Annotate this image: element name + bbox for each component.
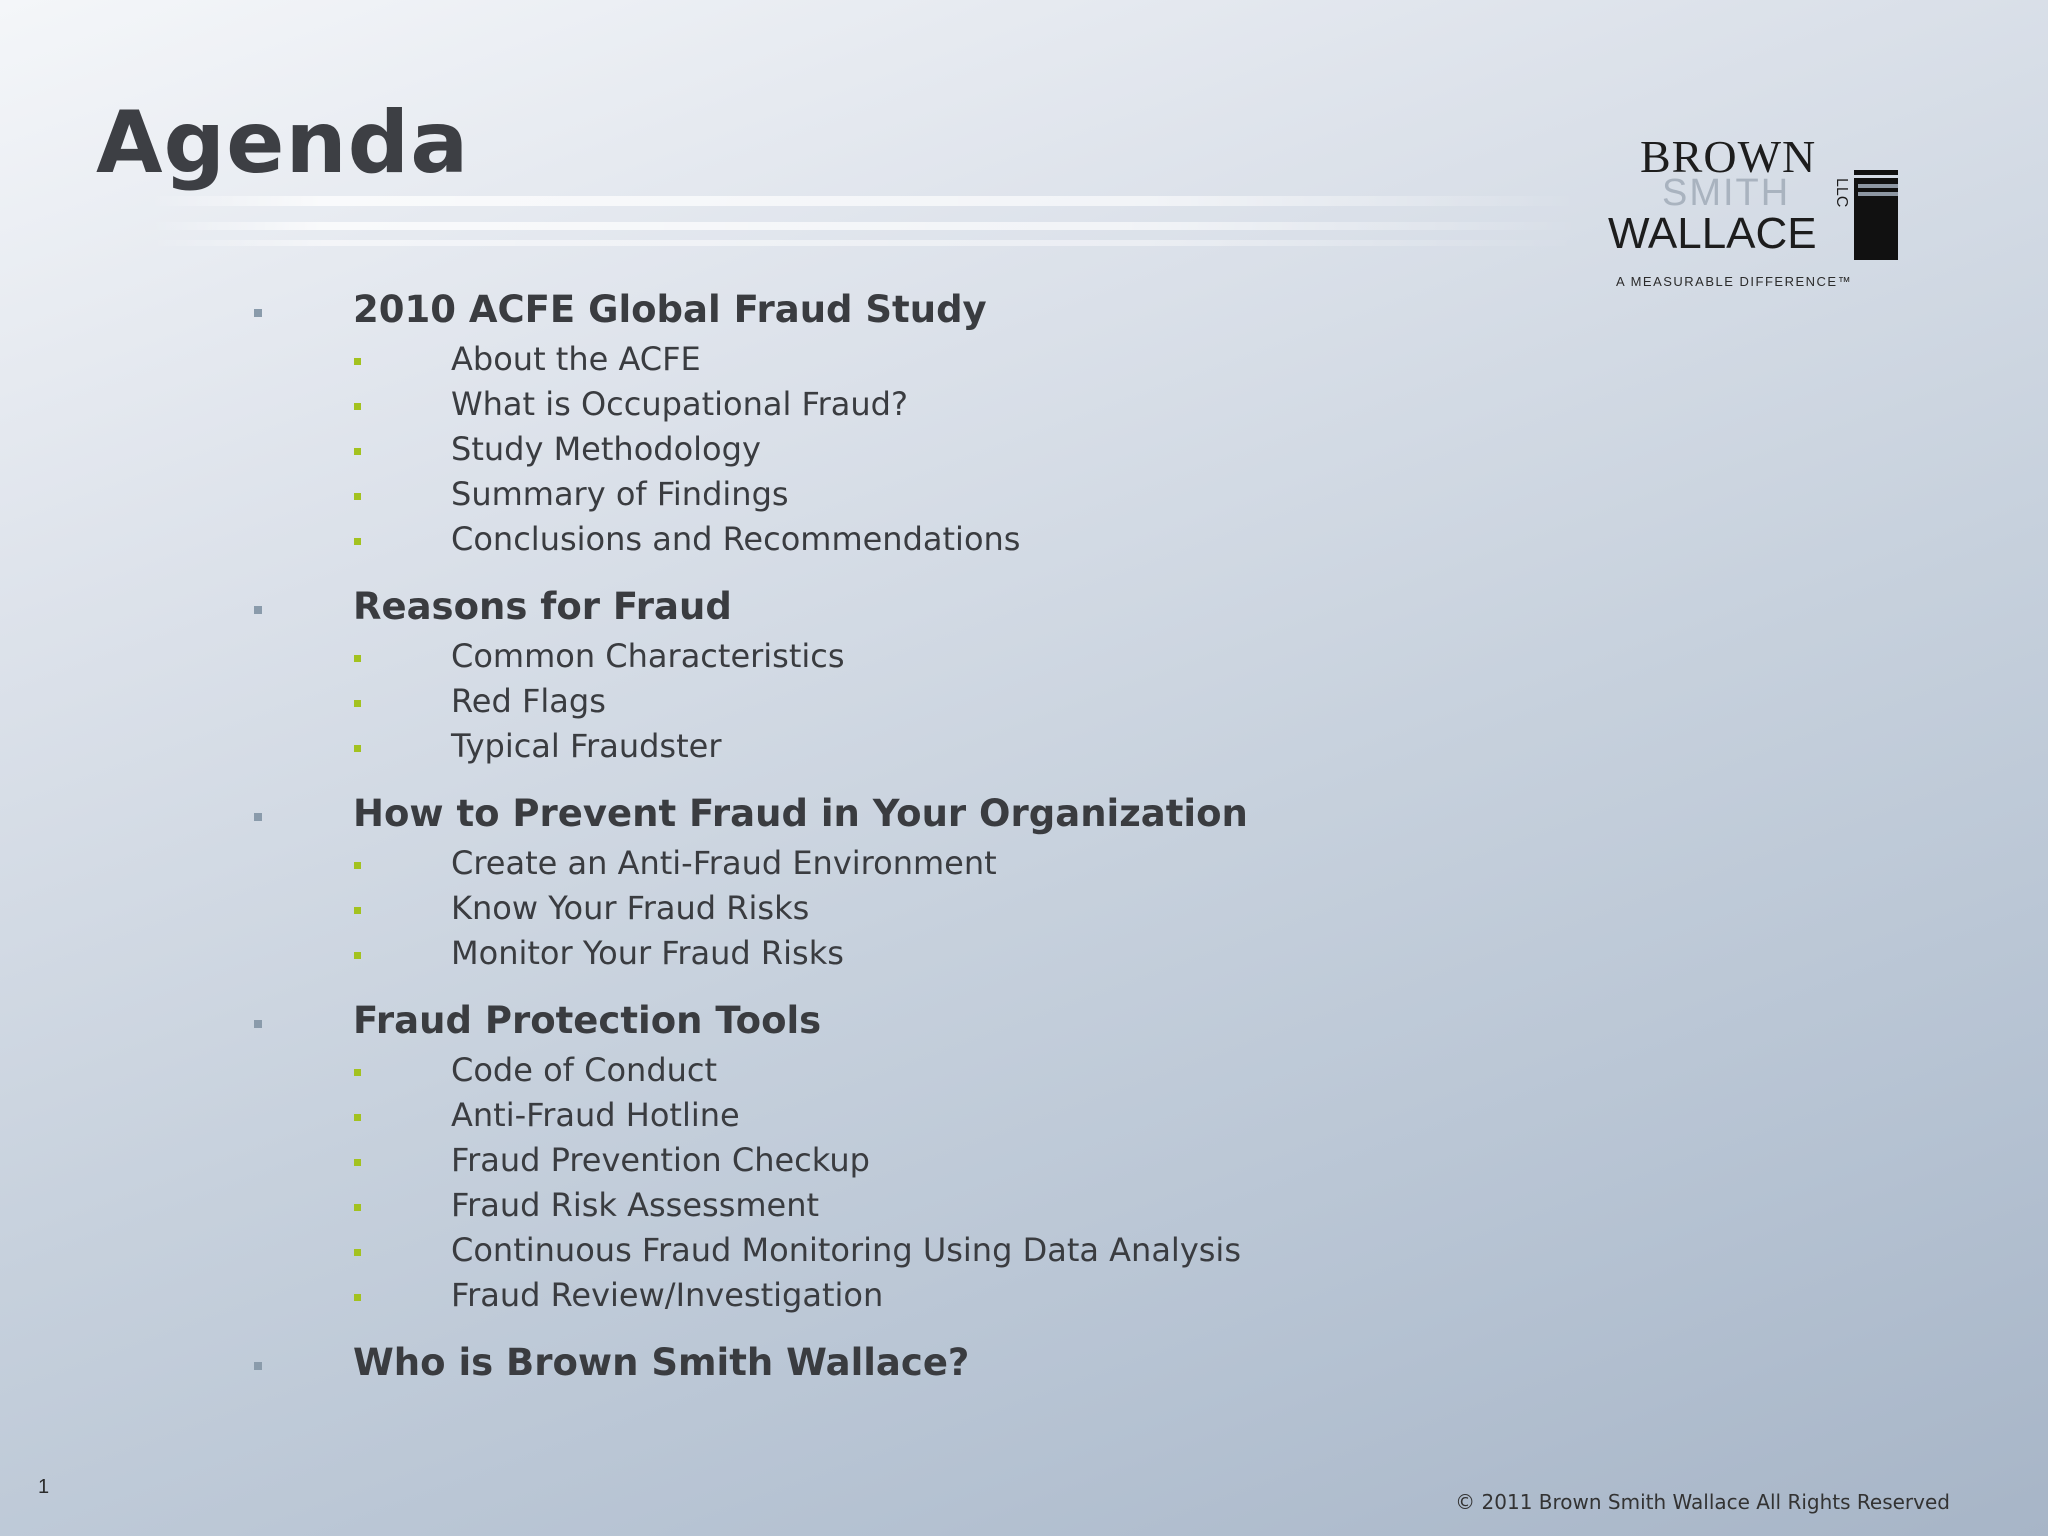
agenda-subitem-label: Fraud Risk Assessment <box>451 1185 820 1224</box>
agenda-subitem <box>252 381 1248 426</box>
agenda-subitem-label: Summary of Findings <box>451 474 789 513</box>
agenda-subitem <box>252 1137 1248 1182</box>
square-bullet-icon <box>354 403 361 410</box>
agenda-subitem <box>252 930 1248 975</box>
logo-square-icon <box>1854 170 1898 260</box>
slide-title: Agenda <box>96 93 470 193</box>
agenda-subitem-label: Monitor Your Fraud Risks <box>451 933 844 972</box>
agenda-list <box>252 282 1248 1407</box>
agenda-section <box>252 579 1248 768</box>
agenda-subitem <box>252 1272 1248 1317</box>
agenda-section <box>252 786 1248 975</box>
agenda-sublist <box>252 840 1248 975</box>
square-bullet-icon <box>354 1204 361 1211</box>
agenda-subitem <box>252 426 1248 471</box>
logo-suffix: LLC <box>1833 178 1850 208</box>
agenda-subitem-label: Fraud Review/Investigation <box>451 1275 884 1314</box>
company-logo <box>1600 131 1900 294</box>
agenda-section <box>252 993 1248 1317</box>
agenda-section-label: 2010 ACFE Global Fraud Study <box>353 287 987 331</box>
title-decoration-line <box>150 196 1580 206</box>
agenda-subitem-label: Conclusions and Recommendations <box>451 519 1021 558</box>
square-bullet-icon <box>354 745 361 752</box>
square-bullet-icon <box>254 309 262 317</box>
agenda-subitem-label: Typical Fraudster <box>451 726 722 765</box>
agenda-section-heading <box>252 282 1248 336</box>
square-bullet-icon <box>254 1362 262 1370</box>
agenda-subitem-label: Know Your Fraud Risks <box>451 888 810 927</box>
title-decoration-line <box>150 222 1580 230</box>
square-bullet-icon <box>354 700 361 707</box>
agenda-section-label: Who is Brown Smith Wallace? <box>353 1340 970 1384</box>
title-decoration-line <box>150 240 1580 246</box>
square-bullet-icon <box>354 538 361 545</box>
agenda-section-heading <box>252 1335 1248 1389</box>
agenda-subitem-label: About the ACFE <box>451 339 701 378</box>
agenda-subitem-label: Code of Conduct <box>451 1050 718 1089</box>
square-bullet-icon <box>354 448 361 455</box>
agenda-subitem <box>252 1092 1248 1137</box>
square-bullet-icon <box>354 655 361 662</box>
agenda-section-label: How to Prevent Fraud in Your Organization <box>353 791 1248 835</box>
square-bullet-icon <box>354 952 361 959</box>
logo-word-wallace: WALLACE <box>1608 209 1817 258</box>
agenda-section-heading <box>252 993 1248 1047</box>
square-bullet-icon <box>354 862 361 869</box>
agenda-sublist <box>252 336 1248 561</box>
agenda-subitem <box>252 516 1248 561</box>
agenda-subitem <box>252 723 1248 768</box>
agenda-section-label: Reasons for Fraud <box>353 584 732 628</box>
logo-word-smith: SMITH <box>1662 172 1791 214</box>
agenda-subitem-label: Study Methodology <box>451 429 761 468</box>
agenda-subitem-label: Fraud Prevention Checkup <box>451 1140 870 1179</box>
agenda-subitem <box>252 840 1248 885</box>
agenda-subitem <box>252 471 1248 516</box>
agenda-section-heading <box>252 579 1248 633</box>
square-bullet-icon <box>354 1249 361 1256</box>
square-bullet-icon <box>354 907 361 914</box>
agenda-section-label: Fraud Protection Tools <box>353 998 822 1042</box>
agenda-section <box>252 1335 1248 1389</box>
agenda-subitem <box>252 678 1248 723</box>
square-bullet-icon <box>354 1294 361 1301</box>
agenda-subitem-label: Continuous Fraud Monitoring Using Data Analysis <box>451 1230 1241 1269</box>
agenda-subitem-label: Create an Anti-Fraud Environment <box>451 843 997 882</box>
agenda-subitem-label: Common Characteristics <box>451 636 845 675</box>
agenda-subitem-label: Anti-Fraud Hotline <box>451 1095 740 1134</box>
agenda-subitem <box>252 1047 1248 1092</box>
agenda-sublist <box>252 1047 1248 1317</box>
agenda-subitem <box>252 885 1248 930</box>
square-bullet-icon <box>354 1159 361 1166</box>
logo-word-brown: BROWN <box>1640 131 1817 182</box>
agenda-subitem <box>252 633 1248 678</box>
agenda-subitem <box>252 336 1248 381</box>
square-bullet-icon <box>354 1114 361 1121</box>
page-number: 1 <box>38 1476 50 1498</box>
square-bullet-icon <box>354 493 361 500</box>
copyright-notice: © 2011 Brown Smith Wallace All Rights Reserved <box>1455 1490 1950 1514</box>
logo-tagline: A MEASURABLE DIFFERENCE™ <box>1616 274 1853 289</box>
agenda-subitem <box>252 1227 1248 1272</box>
agenda-sublist <box>252 633 1248 768</box>
square-bullet-icon <box>254 606 262 614</box>
agenda-section-heading <box>252 786 1248 840</box>
agenda-subitem-label: What is Occupational Fraud? <box>451 384 908 423</box>
agenda-subitem-label: Red Flags <box>451 681 606 720</box>
square-bullet-icon <box>354 1069 361 1076</box>
square-bullet-icon <box>254 813 262 821</box>
agenda-subitem <box>252 1182 1248 1227</box>
agenda-section <box>252 282 1248 561</box>
square-bullet-icon <box>354 358 361 365</box>
square-bullet-icon <box>254 1020 262 1028</box>
